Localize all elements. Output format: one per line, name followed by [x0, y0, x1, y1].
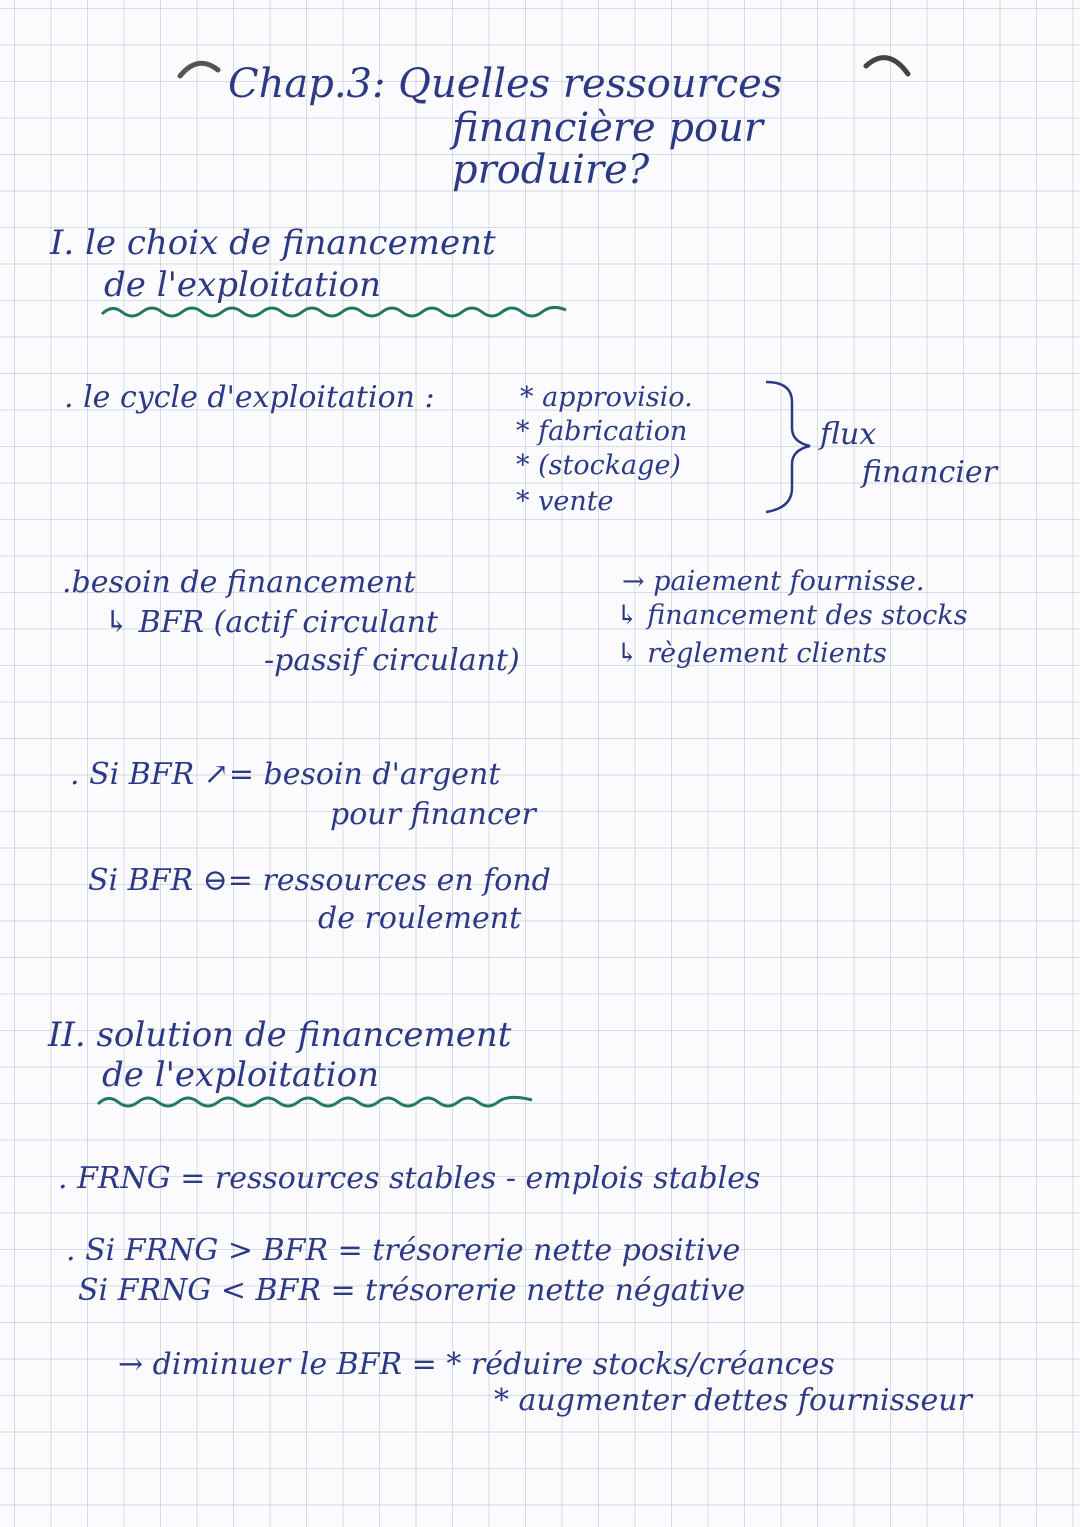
si-bfr-positive-line2: pour financer	[330, 797, 536, 832]
section2-underline	[96, 1090, 536, 1112]
cycle-item-fabrication: * fabrication	[516, 416, 688, 447]
section1-heading-line2: de l'exploitation	[104, 265, 382, 305]
si-bfr-negative-line1: Si BFR ⊖= ressources en fond	[88, 863, 551, 898]
besoin-right-item3: ↳ règlement clients	[616, 638, 887, 669]
cycle-item-stockage: * (stockage)	[516, 450, 681, 481]
si-bfr-positive-line1: . Si BFR ↗= besoin d'argent	[70, 757, 501, 792]
flux-label: flux	[820, 417, 877, 452]
section1-underline	[100, 300, 570, 322]
besoin-line1: .besoin de financement	[62, 565, 416, 600]
si-frng-negative: Si FRNG < BFR = trésorerie nette négative	[78, 1273, 746, 1308]
chapter-title-line3: produire?	[452, 147, 650, 193]
punch-hole-right	[862, 50, 912, 78]
section1-heading-line1: I. le choix de financement	[50, 223, 496, 263]
section2-heading-line2: de l'exploitation	[102, 1055, 380, 1095]
financier-label: financier	[862, 455, 998, 490]
besoin-right-item2: ↳ financement des stocks	[616, 600, 968, 631]
punch-hole-left	[176, 56, 222, 80]
besoin-line3: -passif circulant)	[264, 643, 520, 678]
diminuer-bfr-line2: * augmenter dettes fournisseur	[494, 1383, 972, 1418]
chapter-title-line2: financière pour	[452, 105, 763, 151]
chapter-title-line1: Chap.3: Quelles ressources	[228, 61, 783, 107]
cycle-item-vente: * vente	[516, 486, 614, 517]
si-bfr-negative-line2: de roulement	[318, 901, 522, 936]
section2-heading-line1: II. solution de financement	[48, 1015, 512, 1055]
besoin-right-item1: → paiement fournisse.	[622, 566, 925, 597]
cycle-item-approvisio: * approvisio.	[520, 382, 693, 413]
diminuer-bfr-line1: → diminuer le BFR = * réduire stocks/créances	[118, 1347, 835, 1382]
frng-definition: . FRNG = ressources stables - emplois stables	[58, 1161, 761, 1196]
besoin-line2: ↳ BFR (actif circulant	[104, 605, 439, 640]
si-frng-positive: . Si FRNG > BFR = trésorerie nette positive	[66, 1233, 741, 1268]
cycle-label: . le cycle d'exploitation :	[64, 380, 435, 415]
